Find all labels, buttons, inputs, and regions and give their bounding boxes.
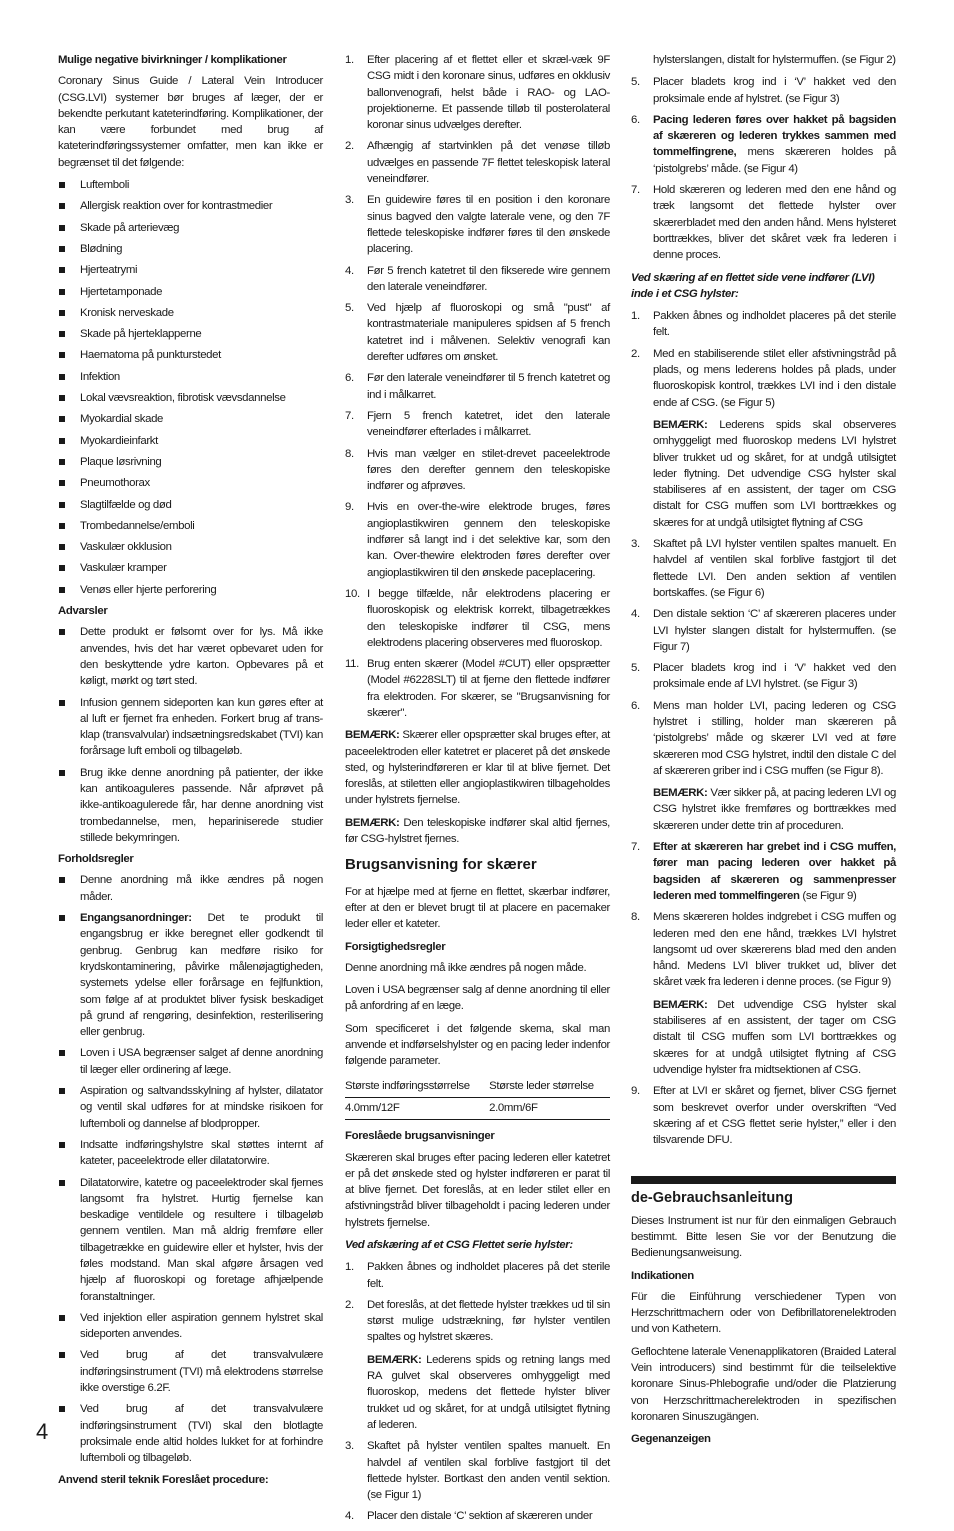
step-number: 8. <box>345 447 354 460</box>
procedure-steps <box>345 52 610 721</box>
note-label: BEMÆRK: <box>345 729 400 742</box>
step-number: 5. <box>345 302 354 315</box>
section-divider <box>631 1176 896 1184</box>
step-number: 5. <box>631 76 640 89</box>
step-number: 3. <box>345 1440 354 1453</box>
csg-cut-heading: Ved afskæring af et CSG Flettet serie hylster: <box>345 1239 573 1251</box>
step-number: 8. <box>631 911 640 924</box>
step-item <box>345 586 610 651</box>
size-table <box>345 1076 610 1121</box>
step-number: 4. <box>345 1510 354 1523</box>
list-item: Dette produkt er følsomt over for lys. Må ikke anvendes, hvis det har været opbevaret uden for den beskyttende ydre karton. Opbevares på et køligt, mørkt og tørt sted. <box>58 624 323 689</box>
step-item <box>631 909 896 1078</box>
table-header-row <box>345 1076 610 1098</box>
step-item <box>631 346 896 531</box>
note-text: Vær sikker på, at pacing lederen LVI og CSG hylstret ikke fremføres og borttrækkes med skæreren under dette trin af proceduren. <box>653 787 896 832</box>
de-contraindications-heading: Gegenanzeigen <box>631 1433 711 1446</box>
step-text: Hvis en over-the-wire elektrode bruges, føres angioplastikwiren gennem den teleskopiske indfører så langt ind i det selektive kar, som den kan. Over-thewire elektroden føres derefter over angioplastikwiren til den ønskede paceplacering. <box>367 501 610 579</box>
step-number: 7. <box>631 841 640 854</box>
table-row <box>345 1097 610 1119</box>
page-number: 4 <box>36 1419 49 1444</box>
note-label: BEMÆRK: <box>653 418 708 431</box>
step-number: 7. <box>345 409 354 422</box>
step-number: 9. <box>345 501 354 514</box>
note-label: BEMÆRK: <box>653 787 708 800</box>
step-text: Pakken åbnes og indholdet placeres på det sterile felt. <box>653 310 896 339</box>
list-item: Aspiration og saltvandsskylning af hylster, dilatator og ventil skal udføres for at mindske risikoen for luftemboli og dannelse af blodpropper. <box>58 1083 323 1132</box>
step-number: 6. <box>631 113 640 126</box>
step-number: 2. <box>631 347 640 360</box>
list-item: Hjertetamponade <box>58 284 323 300</box>
note-1 <box>345 727 610 808</box>
step-number: 11. <box>345 658 359 671</box>
list-item: Trombedannelse/emboli <box>58 518 323 534</box>
step-number: 3. <box>631 538 640 551</box>
de-indications-2: Geflochtene laterale Venenapplikatoren (Braided Lateral Vein introducers) sind bestimmt für die teilselektive koronare Sinus-Phlebografie und/oder die Platzierung von Herzschrittmacherelektroden in spezifischen koronaren Sinuszugängen. <box>631 1345 896 1423</box>
list-item: Luftemboli <box>58 177 323 193</box>
step-item <box>631 606 896 655</box>
list-item: Lokal vævsreaktion, fibrotisk vævsdannelse <box>58 390 323 406</box>
step-bold-text: Pacing lederen føres over hakket på bagsiden af skæreren og lederen trykkes sammen med tommelfingrene, <box>653 113 896 159</box>
list-item: Ved injektion eller aspiration gennem hylstret skal sideporten anvendes. <box>58 1310 323 1343</box>
warnings-heading: Advarsler <box>58 605 108 618</box>
column-2 <box>345 52 610 1531</box>
list-item: Indsatte indføringshylstre skal støttes internt af kateter, paceelektrode eller dilatatorwire. <box>58 1137 323 1170</box>
step-text: Pakken åbnes og indholdet placeres på det sterile felt. <box>367 1261 610 1290</box>
precautions-list-a <box>58 872 323 1040</box>
list-item: Infektion <box>58 369 323 385</box>
step-item <box>345 1259 610 1292</box>
list-item: Denne anordning må ikke ændres på nogen måder. <box>58 872 323 905</box>
complications-intro: Coronary Sinus Guide / Lateral Vein Introducer (CSG.LVI) systemer bør bruges af læger, der er bekendte perkutant kateterindføring. Komplikationer, der kan være forbundet med brug af kateterindføringssystemer omfatter, men kan ikke er begrænset til det følgende: <box>58 75 323 169</box>
precautions-heading: Forholdsregler <box>58 853 134 866</box>
step-item <box>631 112 896 177</box>
step-text: Hold skæreren og lederen med den ene hånd og træk langsomt det flettede hylster over skærerbladet med den anden hånd. Mens hylsteret borttrækkes, bliver det skåret væk fra lederen i denne proces. <box>653 184 896 262</box>
cautions-heading: Forsigtighedsregler <box>345 940 446 953</box>
step-number: 4. <box>631 608 640 621</box>
step-item <box>345 52 610 133</box>
list-item: Loven i USA begrænser salget af denne anordning til læger eller ordinering af læge. <box>58 1045 323 1078</box>
list-item: Pneumothorax <box>58 475 323 491</box>
step-number: 6. <box>631 699 640 712</box>
step-item <box>345 192 610 257</box>
list-item <box>58 910 323 1040</box>
step-item <box>631 308 896 341</box>
step-text: mens skæreren holdes på ‘pistolgrebs’ måde. (se Figur 4) <box>653 146 896 175</box>
complications-list <box>58 177 323 598</box>
continued-step: hylsterslangen, distalt for hylstermuffen. (se Figur 2) <box>653 54 896 66</box>
column-1 <box>58 52 323 1493</box>
table-header-cell: Største leder størrelse <box>489 1076 610 1098</box>
step-note <box>653 417 896 531</box>
step-number: 3. <box>345 194 354 207</box>
step-text: Med en stabiliserende stilet eller afstivningstråd på plads, og mens lederens holdes på plads, under fluoroskopisk kontrol, trækkes LVI ind i den distale ende af CSG. (se Figur 5) <box>653 347 896 409</box>
list-item: Slagtilfælde og død <box>58 497 323 513</box>
step-item <box>345 446 610 495</box>
de-section-title: de-Gebrauchsanleitung <box>631 1190 793 1207</box>
list-item: Vaskulær kramper <box>58 560 323 576</box>
step-text: Efter at LVI er skåret og fjernet, bliver CSG fjernet som beskrevet overfor under overskriften “Ved skæring af et CSG flettet serie hylster,” eller i den tilsvarende DFU. <box>653 1085 896 1147</box>
note-label: BEMÆRK: <box>367 1353 422 1366</box>
step-note <box>367 1352 610 1433</box>
list-item: Vaskulær okklusion <box>58 539 323 555</box>
list-item: Infusion gennem sideporten kan kun gøres efter at al luft er fjernet fra enheden. Forkert brug af trans-klap (transvalvular) indsætningsredskabet (TVI) kan forårsage luft emboli og tilbageløb. <box>58 695 323 760</box>
single-use-label: Engangsanordninger: <box>80 912 192 925</box>
complications-heading: Mulige negative bivirkninger / komplikationer <box>58 54 287 66</box>
step-item <box>345 138 610 187</box>
list-item: Brug ikke denne anordning på patienter, der ikke kan antikoaguleres passende. Når afprøvet på ikke-antikoagulerede får, har denne anordning vist trombedannelse, men, hepariniserede studier stillede bekymringen. <box>58 765 323 846</box>
list-item: Dilatatorwire, katetre og paceelektroder skal fjernes langsomt fra hylstret. Hurtig fjernelse kan beskadige ventildele og resultere i tilbageløb gennem ventilen. Man må aldrig fremføre eller tilbagetrække en guidewire eller et hylster, hvis der føles modstand. Man skal afgøre årsagen ved hjælp af fluoroskopi og foretage afhjælpende foranstaltninger. <box>58 1175 323 1305</box>
step-text: Ved hjælp af fluoroskopi og små "pust" af kontrastmateriale manipuleres spidsen af 5 french katetret ind i målvenen. Selektiv venografi kan derefter udføres om ønsket. <box>367 302 610 364</box>
step-text: Det foreslås, at det flettede hylster trækkes ud til sin størst mulige udstrækning, før hylster ventilen spaltes og hylstret skæres. <box>367 1298 610 1344</box>
step-item <box>345 656 610 721</box>
note-text: Lederens spids skal observeres omhyggeligt med fluoroskop medens LVI hylstret bliver trukket ud og skåret, for at undgå utilsigtet leder flytning. Det udvendige CSG hylster skal stabiliseres af en assistent, der tager om CSG distalt for CSG muffen som LVI borttrækkes og skæres for at undgå utilsigtet flytning af CSG <box>653 418 896 529</box>
note-text: Skærer eller opsprætter skal bruges efter, at paceelektroden eller katetret er placeret på det ønskede sted, og hylsterindføreren er klar til at blive fjernet. Det foreslås, at stiletten eller angioplastikwiren tilbageholdes under hylstrets fjernelse. <box>345 729 610 807</box>
step-text: Hvis man vælger en stilet-drevet paceelektrode føres den derefter gennem den teleskopiske indfører og afprøves. <box>367 447 610 493</box>
note-label: BEMÆRK: <box>653 998 708 1011</box>
step-item <box>345 408 610 441</box>
step-number: 1. <box>631 310 640 323</box>
step-note <box>653 785 896 834</box>
step-number: 7. <box>631 184 640 197</box>
step-text: Skaftet på LVI hylster ventilen spaltes manuelt. En halvdel af ventilen skal forblive fastgjort til det flettede LVI. Den anden sektion af ventilen bortskaffes. (se Figur 6) <box>653 538 896 599</box>
step-item <box>631 839 896 904</box>
list-item: Skade på hjerteklapperne <box>58 326 323 342</box>
table-cell: 4.0mm/12F <box>345 1097 489 1119</box>
csg-steps-a <box>345 1259 610 1524</box>
list-item: Ved brug af det transvalvulære indføringsinstrument (TVI) skal den blotlagte proksimale ende altid holdes lukket for at forhindre luftemboli og tilbageløb. <box>58 1401 323 1466</box>
step-item <box>631 660 896 693</box>
step-text: (se Figur 9) <box>799 889 857 902</box>
list-item: Kronisk nerveskade <box>58 305 323 321</box>
step-text: Skaftet på hylster ventilen spaltes manuelt. En halvdel af ventilen skal forblive fastgjort til det flettede hylster. Bortkast den anden ventil sektion. (se Figur 1) <box>367 1440 610 1502</box>
step-item <box>631 74 896 107</box>
step-text: Placer bladets krog ind i ‘V’ hakket ved den proksimale ende af hylstret. (se Figur 3) <box>653 76 896 105</box>
step-item <box>631 536 896 601</box>
note-2 <box>345 815 610 848</box>
de-indications-heading: Indikationen <box>631 1269 694 1282</box>
note-text: Den teleskopiske indfører skal altid fjernes, før CSG-hylstret fjernes. <box>345 816 610 846</box>
caution-1: Denne anordning må ikke ændres på nogen måde. <box>345 961 587 974</box>
step-text: Placer den distale ‘C’ sektion af skæreren under <box>367 1510 593 1523</box>
lvi-cut-heading: Ved skæring af en flettet side vene indfører (LVI) inde i et CSG hylster: <box>631 271 875 300</box>
step-text: Brug enten skærer (Model #CUT) eller opsprætter (Model #6228SLT) til at fjerne den flettede indfører fra elektroden. For skærer, se "Brugsanvisning for skærer". <box>367 658 610 719</box>
list-item: Venøs eller hjerte perforering <box>58 582 323 598</box>
step-text: Fjern 5 french katetret, idet den laterale veneindfører efterlades i målkarret. <box>367 409 610 439</box>
step-text: Mens man holder LVI, pacing lederen og CSG hylstret i stilling, holder man skæreren på ‘pistolgrebs’ måde og skærer LVI ved at føre skæreren mod CSG hylstret, indtil den distale C del af skæreren griber ind i CSG muffen (se Figur 8). <box>653 699 896 777</box>
step-text: Før 5 french katetret til den fikserede wire gennem den laterale veneindfører. <box>367 264 610 293</box>
de-indications-1: Für die Einführung verschiedener Typen von Herzschrittmachern oder von Defibrillatorenelektroden und von Kathetern. <box>631 1290 896 1336</box>
step-number: 2. <box>345 140 354 153</box>
list-item: Skade på arterievæg <box>58 220 323 236</box>
step-number: 1. <box>345 54 354 66</box>
list-item: Plaque løsrivning <box>58 454 323 470</box>
step-number: 6. <box>345 372 354 385</box>
step-text: Før den laterale veneindfører til 5 french katetret og ind i målkarret. <box>367 372 610 401</box>
step-text: Efter placering af et flettet eller et skræl-væk 9F CSG midt i den koronare sinus, udføres en okklusiv ballonvenografi, helst både i RAO- og LAO-projektionerne. Et passende tilløb til posterolateral koronar sinus udvælges derefter. <box>367 54 610 132</box>
step-number: 2. <box>345 1298 354 1311</box>
step-text: En guidewire føres til en position i den koronare sinus bagved den valgte laterale vene, og den 7F flettede teleskopiske indfører føres til den ønskede placering. <box>367 194 610 256</box>
list-item: Allergisk reaktion over for kontrastmedier <box>58 198 323 214</box>
step-number: 9. <box>631 1085 640 1098</box>
procedure-heading: Anvend steril teknik Foreslået procedure: <box>58 1473 269 1486</box>
step-text: Placer bladets krog ind i ‘V’ hakket ved den proksimale ende af LVI hylstret. (se Figur 3) <box>653 662 896 691</box>
step-bold-text: Efter at skæreren har grebet ind i CSG muffen, fører man pacing lederen over hakket på bagsiden af skæreren og sammenpresser lederen med tommelfingeren <box>653 841 896 902</box>
step-text: Afhængig af startvinklen på det venøse tilløb udvælges en passende 7F flettet teleskopisk lateral veneindfører. <box>367 140 610 186</box>
list-item: Haematoma på punkturstedet <box>58 347 323 363</box>
step-item <box>345 300 610 365</box>
step-number: 4. <box>345 264 354 277</box>
table-cell: 2.0mm/6F <box>489 1097 610 1119</box>
table-header-cell: Største indføringsstørrelse <box>345 1076 489 1098</box>
caution-3: Som specificeret i det følgende skema, skal man anvende et indførselshylster og en pacing leder indenfor følgende parameter. <box>345 1022 610 1068</box>
note-label: BEMÆRK: <box>345 816 400 829</box>
list-item: Myokardieinfarkt <box>58 433 323 449</box>
list-item: Ved brug af det transvalvulære indføringsinstrument (TVI) må elektrodens størrelse ikke overstige 6.2F. <box>58 1347 323 1396</box>
csg-steps-b <box>631 74 896 263</box>
note-text: Lederens spids og retning langs med RA gulvet skal observeres omhyggeligt med fluoroskop, medens det flettede hylster bliver trukket ud og skåret, for at undgå utilsigtet flytning af lederen. <box>367 1353 610 1431</box>
step-item <box>345 1297 610 1433</box>
list-item: Blødning <box>58 241 323 257</box>
step-item <box>345 499 610 580</box>
step-number: 10. <box>345 587 360 600</box>
step-item <box>345 263 610 296</box>
suggested-use-text: Skæreren skal bruges efter pacing lederen eller katetret er på det ønskede sted og hylster indføreren er parat til at blive fjernet. Det foreslås, at en leder stilet eller en afstivningstråd bliver tilbageholdt i pacing lederen under hylstrets fjernelse. <box>345 1151 610 1229</box>
lvi-steps <box>631 308 896 1148</box>
step-item <box>631 1083 896 1148</box>
warnings-list <box>58 624 323 846</box>
step-item <box>631 182 896 263</box>
step-text: I begge tilfælde, når elektrodens placering er fluoroskopisk og elektrisk korrekt, tilbagetrækkes den teleskopiske indfører til CSG, mens elektrodens placering observeres med fluoroskop. <box>367 587 610 649</box>
step-text: Mens skæreren holdes indgrebet i CSG muffen og lederen med den ene hånd, trækkes LVI hylstret langsomt ud over skærerens blad med den anden hånd. Medens LVI bliver trukket ud, bliver det skåret væk fra lederen i denne proces. (se Figur 9) <box>653 911 896 989</box>
step-item <box>345 1508 610 1524</box>
step-note <box>653 997 896 1078</box>
cutter-section-title: Brugsanvisning for skærer <box>345 856 537 874</box>
suggested-use-heading: Foreslåede brugsanvisninger <box>345 1130 495 1143</box>
step-text: Den distale sektion ‘C’ af skæreren placeres under LVI hylster slangen distalt for hylstermuffen. (se Figur 7) <box>653 608 896 653</box>
note-text: Det udvendige CSG hylster skal stabiliseres af en assistent, der tager om CSG distalt til CSG muffen som LVI borttrækkes og skæres for at undgå utilsigtet flytning af CSG udvendige hylster fra midtsektionen af CSG. <box>653 998 896 1076</box>
column-3 <box>631 52 896 1453</box>
step-item <box>631 698 896 834</box>
single-use-text: Det te produkt til engangsbrug er ikke beregnet eller godkendt til genbrug. Genbrug kan medføre risiko for krydskontaminering, påvirke målenøjagtigheden, systemets ydelse eller forårsage en fejlfunktion, som følge af at produktet bliver fysisk beskadiget på grund af rengøring, desinfektion, resterilisering eller genbrug. <box>80 912 323 1039</box>
list-item: Hjerteatrymi <box>58 262 323 278</box>
caution-2: Loven i USA begrænser salg af denne anordning til eller på anfordring af en læge. <box>345 984 610 1013</box>
step-number: 5. <box>631 662 640 675</box>
de-intro: Dieses Instrument ist nur für den einmaligen Gebrauch bestimmt. Bitte lesen Sie vor der Benutzung die Bedienungsanweisung. <box>631 1214 896 1260</box>
step-item <box>345 1438 610 1503</box>
step-item <box>345 370 610 403</box>
cutter-intro: For at hjælpe med at fjerne en flettet, skærbar indfører, efter at den er blevet brugt til at placere en pacemaker leder eller et kateter. <box>345 885 610 931</box>
list-item: Myokardial skade <box>58 411 323 427</box>
precautions-list <box>58 1045 323 1466</box>
step-number: 1. <box>345 1261 354 1274</box>
